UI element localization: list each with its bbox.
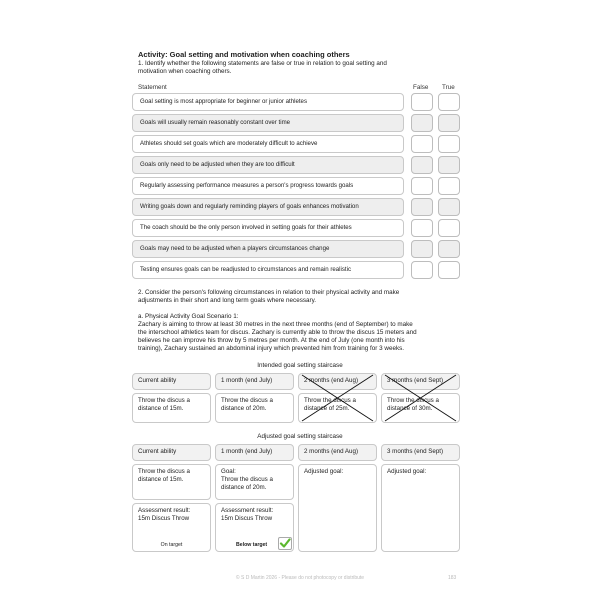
statement-header: Statement bbox=[138, 84, 167, 91]
goal-line: Throw the discus a bbox=[387, 397, 439, 404]
goal-line: distance of 15m. bbox=[138, 405, 184, 412]
cross-out-mark bbox=[298, 373, 377, 423]
adjusted-header-cell bbox=[132, 444, 211, 461]
adjusted-header-label: 2 months (end Aug) bbox=[304, 448, 359, 455]
assessment-cell bbox=[132, 503, 211, 552]
true-checkbox[interactable] bbox=[438, 219, 460, 237]
true-checkbox[interactable] bbox=[438, 93, 460, 111]
intended-header-label: 3 months (end Sept) bbox=[387, 377, 444, 384]
cross-out-mark bbox=[381, 373, 460, 423]
assessment-label: Assessment result: bbox=[138, 507, 191, 514]
true-checkbox[interactable] bbox=[438, 156, 460, 174]
scenario-line: Zachary is aiming to throw at least 30 metres in the next three months (end of September) to make bbox=[138, 321, 413, 328]
statement-row: Writing goals down and regularly reminding players of goals enhances motivation bbox=[132, 198, 404, 216]
below-target-label: Below target bbox=[236, 542, 268, 548]
true-header: True bbox=[442, 84, 455, 91]
scenario-line: the interschool athletics team for discus. Zachary is currently able to throw the discus 15 meters and bbox=[138, 329, 417, 336]
below-target-checkbox[interactable] bbox=[278, 537, 292, 550]
goal-line: distance of 20m. bbox=[221, 484, 267, 491]
adjusted-goal-input[interactable] bbox=[298, 464, 377, 552]
statement-row: The coach should be the only person involved in setting goals for their athletes bbox=[132, 219, 404, 237]
false-checkbox[interactable] bbox=[411, 261, 433, 279]
false-checkbox[interactable] bbox=[411, 135, 433, 153]
true-checkbox[interactable] bbox=[438, 261, 460, 279]
adjusted-header-cell bbox=[298, 444, 377, 461]
adjusted-staircase-title: Adjusted goal setting staircase bbox=[257, 433, 343, 440]
goal-line: distance of 20m. bbox=[221, 405, 267, 412]
intended-header-label: Current ability bbox=[138, 377, 177, 384]
q2-text-line1: 2. Consider the person's following circumstances in relation to their physical activity and make bbox=[138, 289, 400, 296]
true-checkbox[interactable] bbox=[438, 198, 460, 216]
adjusted-header-label: 3 months (end Sept) bbox=[387, 448, 444, 455]
adjusted-goal-input[interactable] bbox=[381, 464, 460, 552]
intended-goal-cell bbox=[132, 393, 211, 423]
adjusted-goal-label: Adjusted goal: bbox=[387, 468, 427, 475]
page-number: 183 bbox=[448, 575, 457, 581]
statement-row: Testing ensures goals can be readjusted to circumstances and remain realistic bbox=[132, 261, 404, 279]
adjusted-header-label: 1 month (end July) bbox=[221, 448, 273, 455]
q1-text-line1: 1. Identify whether the following statements are false or true in relation to goal setting and bbox=[138, 60, 387, 67]
assessment-value: 15m Discus Throw bbox=[138, 515, 190, 522]
scenario-line: believes he can improve his throw by 5 metres per month. At the end of July (one month into his bbox=[138, 337, 405, 344]
intended-staircase-title: Intended goal setting staircase bbox=[257, 362, 343, 369]
false-checkbox[interactable] bbox=[411, 177, 433, 195]
true-checkbox[interactable] bbox=[438, 240, 460, 258]
false-checkbox[interactable] bbox=[411, 93, 433, 111]
adjusted-goal-cell bbox=[215, 464, 294, 500]
on-target-label: On target bbox=[160, 542, 183, 548]
scenario-line: training), Zachary sustained an abdominal injury which prevented him from training for 3 weeks. bbox=[138, 345, 404, 352]
intended-header-cell bbox=[215, 373, 294, 390]
true-checkbox[interactable] bbox=[438, 135, 460, 153]
goal-line: Throw the discus a bbox=[221, 397, 273, 404]
goal-line: distance of 30m. bbox=[387, 405, 433, 412]
q1-text-line2: motivation when coaching others. bbox=[138, 68, 232, 75]
activity-title: Activity: Goal setting and motivation when coaching others bbox=[138, 50, 350, 59]
false-checkbox[interactable] bbox=[411, 198, 433, 216]
scenario-heading: a. Physical Activity Goal Scenario 1: bbox=[138, 313, 239, 320]
true-checkbox[interactable] bbox=[438, 114, 460, 132]
adjusted-header-cell bbox=[381, 444, 460, 461]
adjusted-goal-label: Adjusted goal: bbox=[304, 468, 344, 475]
copyright-footer: © S D Martin 2026 - Please do not photocopy or distribute bbox=[235, 575, 365, 581]
assessment-cell bbox=[215, 503, 294, 552]
false-checkbox[interactable] bbox=[411, 240, 433, 258]
goal-line: distance of 15m. bbox=[138, 476, 184, 483]
goal-line: Goal: bbox=[221, 468, 236, 475]
statement-row: Goals may need to be adjusted when a players circumstances change bbox=[132, 240, 404, 258]
statement-row: Goals only need to be adjusted when they are too difficult bbox=[132, 156, 404, 174]
adjusted-header-cell bbox=[215, 444, 294, 461]
q2-text-line2: adjustments in their short and long term goals where necessary. bbox=[138, 297, 317, 304]
false-checkbox[interactable] bbox=[411, 114, 433, 132]
statement-row: Goal setting is most appropriate for beginner or junior athletes bbox=[132, 93, 404, 111]
goal-line: Throw the discus a bbox=[138, 397, 190, 404]
assessment-value: 15m Discus Throw bbox=[221, 515, 273, 522]
adjusted-goal-cell bbox=[132, 464, 211, 500]
statement-row: Regularly assessing performance measures a person's progress towards goals bbox=[132, 177, 404, 195]
intended-header-label: 1 month (end July) bbox=[221, 377, 273, 384]
adjusted-header-label: Current ability bbox=[138, 448, 177, 455]
goal-line: Throw the discus a bbox=[138, 468, 190, 475]
statement-row: Goals will usually remain reasonably constant over time bbox=[132, 114, 404, 132]
false-checkbox[interactable] bbox=[411, 219, 433, 237]
false-checkbox[interactable] bbox=[411, 156, 433, 174]
intended-goal-cell bbox=[215, 393, 294, 423]
goal-line: Throw the discus a bbox=[304, 397, 356, 404]
goal-line: Throw the discus a bbox=[221, 476, 273, 483]
intended-header-label: 2 months (end Aug) bbox=[304, 377, 359, 384]
false-header: False bbox=[413, 84, 429, 91]
assessment-label: Assessment result: bbox=[221, 507, 274, 514]
checkmark-icon bbox=[279, 538, 291, 549]
statement-row: Athletes should set goals which are moderately difficult to achieve bbox=[132, 135, 404, 153]
true-checkbox[interactable] bbox=[438, 177, 460, 195]
intended-header-cell bbox=[132, 373, 211, 390]
goal-line: distance of 25m. bbox=[304, 405, 350, 412]
